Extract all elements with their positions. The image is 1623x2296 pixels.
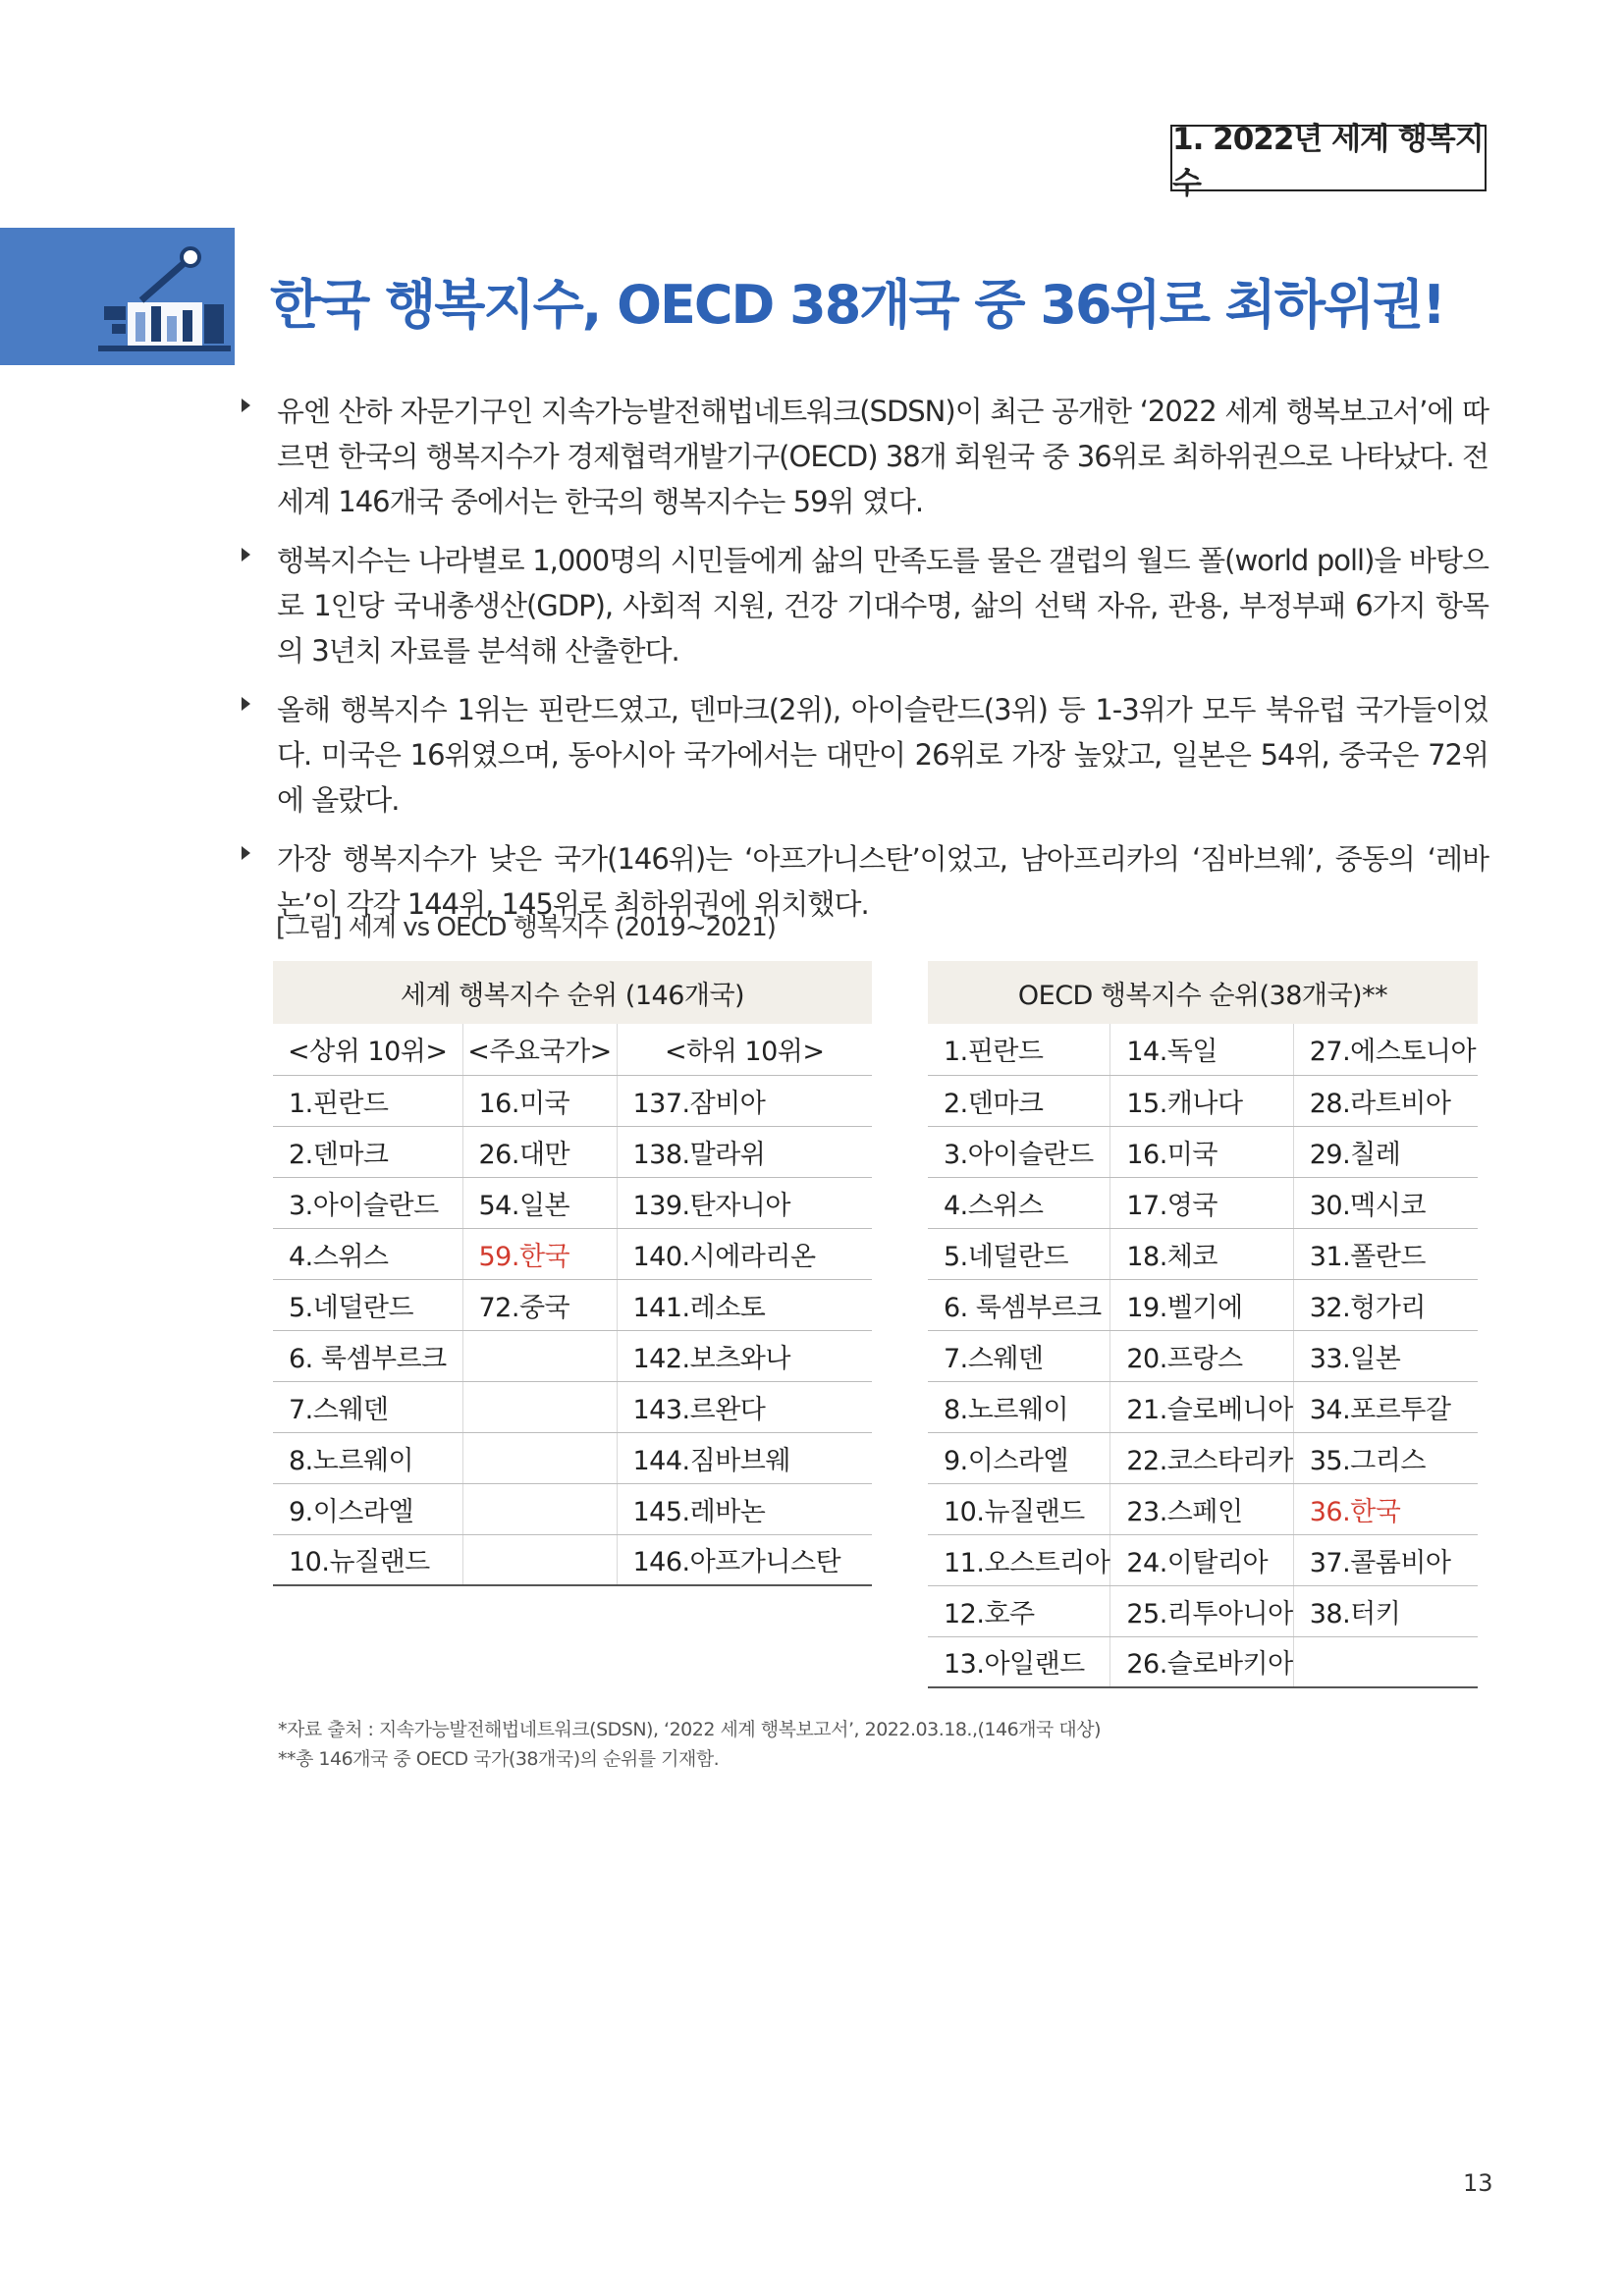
chart-pointer-icon xyxy=(98,245,231,353)
bullet-text: 올해 행복지수 1위는 핀란드였고, 덴마크(2위), 아이슬란드(3위) 등 1-3위가 모두 북유럽 국가들이었다. 미국은 16위였으며, 동아시아 국가에서는 대만이 26위로 가장 높았고, 일본은 54위, 중국은 72위에 올랐다. xyxy=(277,693,1488,817)
section-tag: 1. 2022년 세계 행복지수 xyxy=(1170,125,1487,191)
table-cell: 1.핀란드 xyxy=(928,1024,1110,1075)
table-cell: 143.르완다 xyxy=(617,1381,872,1432)
table-cell: 28.라트비아 xyxy=(1293,1075,1478,1126)
table-cell: 12.호주 xyxy=(928,1585,1110,1636)
table-row xyxy=(928,1330,1478,1381)
table-cell: 6. 룩셈부르크 xyxy=(928,1279,1110,1330)
table-title: OECD 행복지수 순위(38개국)** xyxy=(928,961,1478,1024)
table-row xyxy=(273,1279,872,1330)
table-cell: 8.노르웨이 xyxy=(928,1381,1110,1432)
korea-highlight-cell: 36.한국 xyxy=(1293,1483,1478,1534)
table-row xyxy=(928,1585,1478,1636)
table-cell: 4.스위스 xyxy=(273,1228,462,1279)
table-cell: 20.프랑스 xyxy=(1110,1330,1293,1381)
table-row xyxy=(273,1075,872,1126)
table-row xyxy=(273,1330,872,1381)
bullet-item xyxy=(242,687,1488,823)
table-cell: 6. 룩셈부르크 xyxy=(273,1330,462,1381)
table-cell: 13.아일랜드 xyxy=(928,1636,1110,1687)
table-row xyxy=(928,1432,1478,1483)
table-cell: 33.일본 xyxy=(1293,1330,1478,1381)
table-row xyxy=(928,1636,1478,1687)
bullet-item xyxy=(242,389,1488,524)
table-cell: 18.체코 xyxy=(1110,1228,1293,1279)
table-cell: 139.탄자니아 xyxy=(617,1177,872,1228)
table-cell xyxy=(462,1330,617,1381)
bullet-item xyxy=(242,538,1488,673)
table-cell: 54.일본 xyxy=(462,1177,617,1228)
page-number: 13 xyxy=(1463,2169,1493,2197)
oecd-ranking-table xyxy=(928,961,1478,1688)
table-cell: 9.이스라엘 xyxy=(273,1483,462,1534)
table-cell: 31.폴란드 xyxy=(1293,1228,1478,1279)
korea-highlight-cell: 59.한국 xyxy=(462,1228,617,1279)
table-cell: 1.핀란드 xyxy=(273,1075,462,1126)
table-cell: 2.덴마크 xyxy=(928,1075,1110,1126)
table-row xyxy=(928,1177,1478,1228)
table-row xyxy=(928,1024,1478,1075)
bullet-arrow-icon xyxy=(242,548,250,561)
table-cell: 2.덴마크 xyxy=(273,1126,462,1177)
table-cell xyxy=(462,1381,617,1432)
table-cell: 21.슬로베니아 xyxy=(1110,1381,1293,1432)
table-cell: 7.스웨덴 xyxy=(273,1381,462,1432)
table-row xyxy=(928,1228,1478,1279)
table-cell: 25.리투아니아 xyxy=(1110,1585,1293,1636)
table-row xyxy=(273,1534,872,1585)
table-cell: 72.중국 xyxy=(462,1279,617,1330)
table-cell: 137.잠비아 xyxy=(617,1075,872,1126)
table-cell: 144.짐바브웨 xyxy=(617,1432,872,1483)
table-cell: 5.네덜란드 xyxy=(928,1228,1110,1279)
table-cell: 5.네덜란드 xyxy=(273,1279,462,1330)
world-ranking-table xyxy=(273,961,872,1586)
table-cell: 146.아프가니스탄 xyxy=(617,1534,872,1585)
table-row xyxy=(273,1483,872,1534)
table-row xyxy=(928,1381,1478,1432)
table-row xyxy=(273,1177,872,1228)
bullet-arrow-icon xyxy=(242,697,250,711)
table-cell xyxy=(462,1534,617,1585)
table-cell xyxy=(462,1432,617,1483)
column-header: <하위 10위> xyxy=(617,1024,872,1075)
bullet-text: 유엔 산하 자문기구인 지속가능발전해법네트워크(SDSN)이 최근 공개한 ‘2022 세계 행복보고서’에 따르면 한국의 행복지수가 경제협력개발기구(OECD) 38개 회원국 중 36위로 최하위권으로 나타났다. 전 세계 146개국 중에서는 한국의 행복지수는 59위 였다. xyxy=(277,395,1488,518)
table-cell: 8.노르웨이 xyxy=(273,1432,462,1483)
table-cell: 7.스웨덴 xyxy=(928,1330,1110,1381)
table-cell: 10.뉴질랜드 xyxy=(928,1483,1110,1534)
table-cell: 16.미국 xyxy=(462,1075,617,1126)
footnote-note: **총 146개국 중 OECD 국가(38개국)의 순위를 기재함. xyxy=(278,1748,720,1770)
table-row xyxy=(928,1279,1478,1330)
table-cell: 10.뉴질랜드 xyxy=(273,1534,462,1585)
figure-caption: [그림] 세계 vs OECD 행복지수 (2019~2021) xyxy=(276,913,776,942)
table-row xyxy=(273,1228,872,1279)
table-cell: 23.스페인 xyxy=(1110,1483,1293,1534)
table-cell: 4.스위스 xyxy=(928,1177,1110,1228)
column-header: <상위 10위> xyxy=(273,1024,462,1075)
table-cell: 141.레소토 xyxy=(617,1279,872,1330)
table-cell: 26.슬로바키아 xyxy=(1110,1636,1293,1687)
table-row xyxy=(273,1381,872,1432)
table-cell: 29.칠레 xyxy=(1293,1126,1478,1177)
table-cell: 138.말라위 xyxy=(617,1126,872,1177)
table-cell: 32.헝가리 xyxy=(1293,1279,1478,1330)
bullet-list xyxy=(242,389,1488,940)
table-cell xyxy=(1293,1636,1478,1687)
page-headline: 한국 행복지수, OECD 38개국 중 36위로 최하위권! xyxy=(270,274,1444,336)
table-cell: 38.터키 xyxy=(1293,1585,1478,1636)
table-cell: 145.레바논 xyxy=(617,1483,872,1534)
table-cell: 27.에스토니아 xyxy=(1293,1024,1478,1075)
header-banner xyxy=(0,228,235,365)
table-cell: 9.이스라엘 xyxy=(928,1432,1110,1483)
table-cell: 22.코스타리카 xyxy=(1110,1432,1293,1483)
table-row xyxy=(273,1432,872,1483)
table-cell: 15.캐나다 xyxy=(1110,1075,1293,1126)
table-row xyxy=(928,1075,1478,1126)
table-cell: 35.그리스 xyxy=(1293,1432,1478,1483)
table-cell: 26.대만 xyxy=(462,1126,617,1177)
table-row xyxy=(273,1126,872,1177)
table-row xyxy=(928,1534,1478,1585)
bullet-text: 가장 행복지수가 낮은 국가(146위)는 ‘아프가니스탄’이었고, 남아프리카의 ‘짐바브웨’, 중동의 ‘레바논’이 각각 144위, 145위로 최하위권에 위치했다. xyxy=(277,842,1488,921)
column-header: <주요국가> xyxy=(462,1024,617,1075)
table-title: 세계 행복지수 순위 (146개국) xyxy=(273,961,872,1024)
footnote-source: *자료 출처 : 지속가능발전해법네트워크(SDSN), ‘2022 세계 행복보고서’, 2022.03.18.,(146개국 대상) xyxy=(278,1719,1102,1740)
table-cell: 14.독일 xyxy=(1110,1024,1293,1075)
table-cell xyxy=(462,1483,617,1534)
table-row xyxy=(928,1483,1478,1534)
table-cell: 140.시에라리온 xyxy=(617,1228,872,1279)
table-cell: 37.콜롬비아 xyxy=(1293,1534,1478,1585)
table-cell: 19.벨기에 xyxy=(1110,1279,1293,1330)
bullet-arrow-icon xyxy=(242,399,250,412)
bullet-text: 행복지수는 나라별로 1,000명의 시민들에게 삶의 만족도를 물은 갤럽의 월드 폴(world poll)을 바탕으로 1인당 국내총생산(GDP), 사회적 지원, 건강 기대수명, 삶의 선택 자유, 관용, 부정부패 6가지 항목의 3년치 자료를 분석해 산출한다. xyxy=(277,544,1488,667)
bullet-arrow-icon xyxy=(242,846,250,860)
table-cell: 34.포르투갈 xyxy=(1293,1381,1478,1432)
table-cell: 11.오스트리아 xyxy=(928,1534,1110,1585)
table-cell: 24.이탈리아 xyxy=(1110,1534,1293,1585)
table-cell: 16.미국 xyxy=(1110,1126,1293,1177)
table-row xyxy=(928,1126,1478,1177)
table-cell: 3.아이슬란드 xyxy=(273,1177,462,1228)
table-cell: 17.영국 xyxy=(1110,1177,1293,1228)
table-cell: 3.아이슬란드 xyxy=(928,1126,1110,1177)
table-cell: 30.멕시코 xyxy=(1293,1177,1478,1228)
table-cell: 142.보츠와나 xyxy=(617,1330,872,1381)
